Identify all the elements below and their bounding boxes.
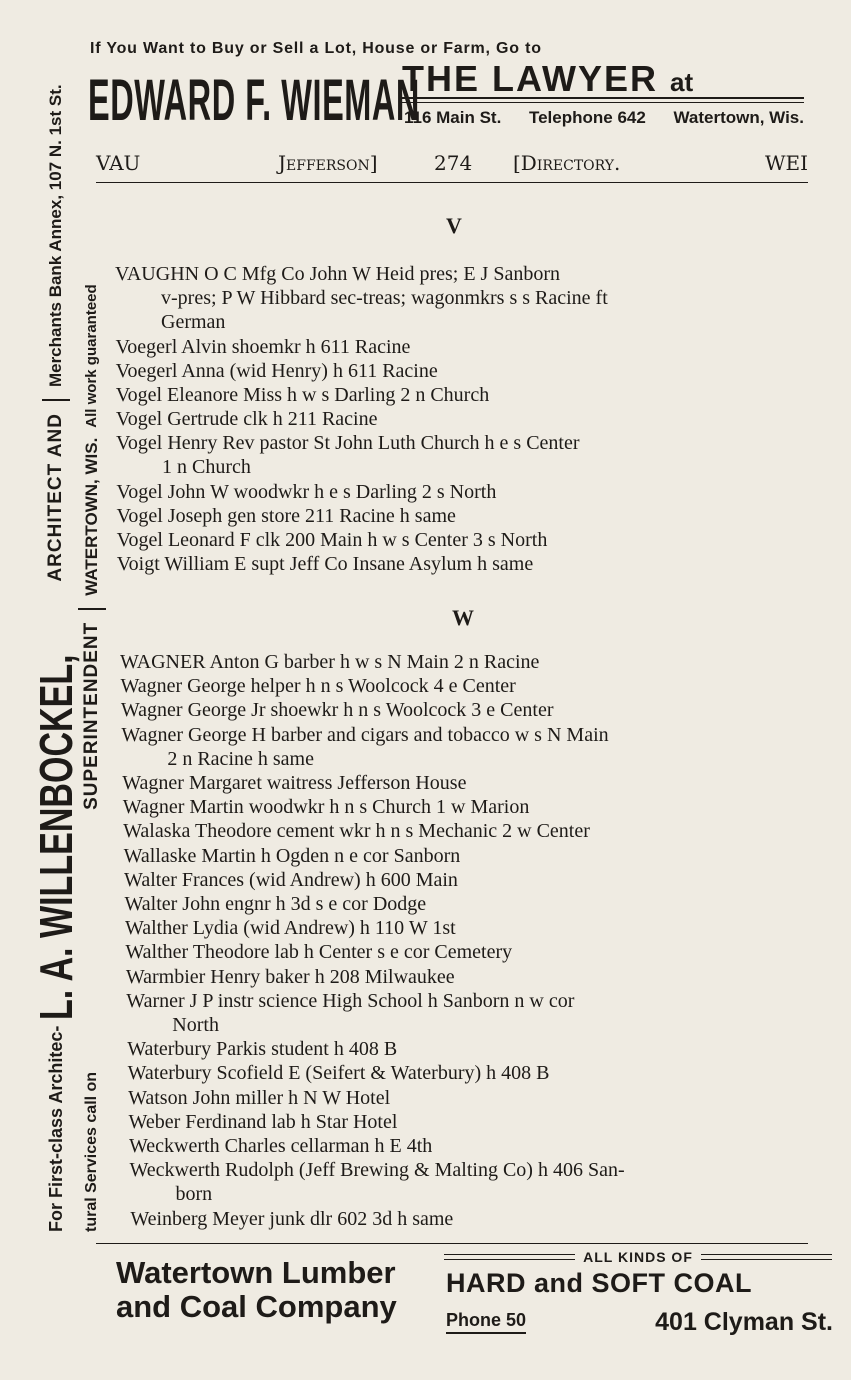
directory-entry-text: Voegerl Anna (wid Henry) h 611 Racine xyxy=(115,359,438,382)
directory-entry-text: Walter Frances (wid Andrew) h 600 Main xyxy=(124,868,458,891)
side-ad xyxy=(30,84,110,1232)
top-ad-contact xyxy=(404,108,804,128)
directory-entry xyxy=(116,480,496,504)
side-ad-lead: For First-class Architec- xyxy=(46,1025,66,1232)
side-ad-line-1 xyxy=(30,84,82,1232)
directory-entry xyxy=(116,359,438,383)
directory-entry-text: Wagner Martin woodwkr h n s Church 1 w Marion xyxy=(122,796,530,819)
top-ad-city: Watertown, Wis. xyxy=(673,108,804,127)
top-ad-name: EDWARD F. WIEMAN xyxy=(88,68,420,133)
side-ad-divider xyxy=(78,608,106,610)
running-header xyxy=(96,148,808,178)
side-ad-line-2 xyxy=(76,284,108,1232)
directory-entry-continuation: born xyxy=(175,1183,213,1206)
bottom-ad-street: 401 Clyman St. xyxy=(655,1308,833,1336)
header-rule xyxy=(96,182,808,183)
directory-entry xyxy=(130,1207,453,1231)
side-ad-name: L. A. WILLENBOCKEL, xyxy=(30,654,82,1020)
directory-entry xyxy=(125,916,456,940)
left-guide-word: VAU xyxy=(96,151,141,175)
directory-entry-text: Voegerl Alvin shoemkr h 611 Racine xyxy=(115,335,411,358)
bottom-ad-all-kinds-text: ALL KINDS OF xyxy=(583,1249,693,1265)
directory-entry xyxy=(128,1086,390,1110)
side-ad-guarantee: All work guaranteed xyxy=(83,284,100,428)
directory-entry xyxy=(129,1134,432,1158)
directory-entry-continuation: German xyxy=(161,311,226,333)
top-ad-address: 116 Main St. xyxy=(404,108,502,127)
directory-entry-text: Vogel Henry Rev pastor St John Luth Church h e s Center xyxy=(116,432,580,455)
directory-entry-text: Warner J P instr science High School h Sanborn n w cor xyxy=(126,989,575,1012)
directory-entry xyxy=(120,674,515,698)
directory-entry xyxy=(124,844,461,868)
directory-entry-text: Vogel Joseph gen store 211 Racine h same xyxy=(116,505,456,527)
directory-entry xyxy=(117,552,533,576)
directory-entry xyxy=(116,431,579,479)
directory-entry xyxy=(124,868,458,892)
directory-entry-text: Wagner George H barber and cigars and tobacco w s N Main xyxy=(121,723,609,746)
directory-entry xyxy=(127,1037,397,1061)
directory-entry xyxy=(123,819,590,843)
directory-entry xyxy=(120,650,539,674)
directory-entry-text: Vogel Leonard F clk 200 Main h w s Center 3 s North xyxy=(116,529,548,552)
bottom-ad-product: HARD and SOFT COAL xyxy=(446,1268,752,1298)
directory-entry xyxy=(116,383,489,407)
side-ad-divider xyxy=(42,399,70,401)
directory-entry xyxy=(115,335,410,359)
side-ad-role-2: SUPERINTENDENT xyxy=(81,621,102,810)
top-ad-headline-suffix: at xyxy=(670,67,694,97)
directory-entry-text: Wallaske Martin h Ogden n e cor Sanborn xyxy=(123,844,461,867)
directory-entry-text: Walther Lydia (wid Andrew) h 110 W 1st xyxy=(124,917,456,940)
top-ad-rule-thin xyxy=(402,102,804,103)
directory-entry xyxy=(125,892,427,916)
directory-entry xyxy=(129,1110,398,1134)
directory-entry xyxy=(126,989,574,1037)
directory-entry xyxy=(121,723,608,771)
directory-entry-text: Warmbier Henry baker h 208 Milwaukee xyxy=(125,965,455,988)
page-number: 274 xyxy=(434,151,473,175)
side-ad-city: WATERTOWN, WIS. xyxy=(82,437,101,596)
directory-entry-text: Walaska Theodore cement wkr h n s Mechanic 2 w Center xyxy=(123,820,590,843)
bottom-ad-company-line-1: Watertown Lumber xyxy=(116,1255,396,1290)
directory-entry-text: Watson John miller h N W Hotel xyxy=(128,1086,391,1109)
directory-entry-text: Wagner George helper h n s Woolcock 4 e Center xyxy=(120,675,516,698)
top-ad-tagline: If You Want to Buy or Sell a Lot, House or Farm, Go to xyxy=(90,40,542,57)
directory-entry xyxy=(121,698,554,722)
directory-entry-text: Waterbury Scofield E (Seifert & Waterbury) h 408 B xyxy=(127,1062,550,1085)
directory-entry xyxy=(125,940,512,964)
directory-entry-text: Weckwerth Charles cellarman h E 4th xyxy=(129,1135,433,1157)
section-letter-v: V xyxy=(446,213,462,238)
side-ad-role-1: ARCHITECT AND xyxy=(45,413,66,582)
double-rule xyxy=(444,1254,575,1260)
directory-entry xyxy=(117,528,548,552)
directory-entry-text: Vogel Eleanore Miss h w s Darling 2 n Church xyxy=(115,384,490,406)
directory-entry-text: WAGNER Anton G barber h w s N Main 2 n Racine xyxy=(120,651,540,673)
directory-entry xyxy=(123,795,530,819)
directory-entry xyxy=(116,407,378,431)
directory-entry xyxy=(129,1158,624,1206)
directory-entry-text: Waterbury Parkis student h 408 B xyxy=(127,1038,398,1061)
side-ad-lead-2: tural Services call on xyxy=(83,1071,100,1232)
directory-entry-text: Vogel John W woodwkr h e s Darling 2 s North xyxy=(116,480,497,503)
bottom-ad-company-line-2: and Coal Company xyxy=(116,1289,397,1324)
top-ad-headline-text: THE LAWYER xyxy=(402,58,659,99)
bottom-ad-phone: Phone 50 xyxy=(446,1310,526,1334)
directory-entry-text: Walter John engnr h 3d s e cor Dodge xyxy=(124,893,427,915)
directory-entry-text: Weinberg Meyer junk dlr 602 3d h same xyxy=(130,1207,454,1230)
directory-entry-continuation: 2 n Racine h same xyxy=(167,747,314,770)
directory-entry-continuation: 1 n Church xyxy=(162,456,251,479)
directory-entry-text: Voigt William E supt Jeff Co Insane Asylum h same xyxy=(116,553,534,576)
directory-entry-text: Weckwerth Rudolph (Jeff Brewing & Malting Co) h 406 San- xyxy=(129,1159,625,1182)
directory-entry-text: Wagner George Jr shoewkr h n s Woolcock 3 e Center xyxy=(120,699,554,722)
directory-entry xyxy=(126,965,455,989)
bottom-ad-all-kinds xyxy=(444,1247,832,1267)
side-ad-bank: Merchants Bank Annex, 107 N. 1st St. xyxy=(46,84,65,388)
directory-entry xyxy=(122,771,466,795)
directory-label: [Directory. xyxy=(513,151,621,175)
footer-rule xyxy=(96,1243,808,1244)
directory-entry-continuation: v-pres; P W Hibbard sec-treas; wagonmkrs s s Racine ft xyxy=(161,287,608,309)
directory-entry-text: Walther Theodore lab h Center s e cor Cemetery xyxy=(125,941,513,964)
directory-entry xyxy=(128,1061,550,1085)
top-ad-headline xyxy=(402,58,804,100)
double-rule xyxy=(701,1254,832,1260)
bottom-ad-company xyxy=(116,1256,436,1324)
directory-entry-text: Weber Ferdinand lab h Star Hotel xyxy=(128,1110,398,1133)
top-ad-telephone: Telephone 642 xyxy=(528,108,646,127)
top-ad-rule xyxy=(402,97,804,99)
directory-entry-text: Wagner Margaret waitress Jefferson House xyxy=(122,772,467,794)
directory-entry-text: Vogel Gertrude clk h 211 Racine xyxy=(115,408,378,431)
directory-entry xyxy=(115,262,608,334)
directory-entry-continuation: North xyxy=(172,1013,219,1036)
directory-entry-text: VAUGHN O C Mfg Co John W Heid pres; E J Sanborn xyxy=(115,263,560,285)
section-letter-w: W xyxy=(452,605,474,630)
right-guide-word: WEI xyxy=(764,151,808,175)
directory-entry xyxy=(117,504,456,528)
county-label: Jefferson] xyxy=(278,151,378,175)
